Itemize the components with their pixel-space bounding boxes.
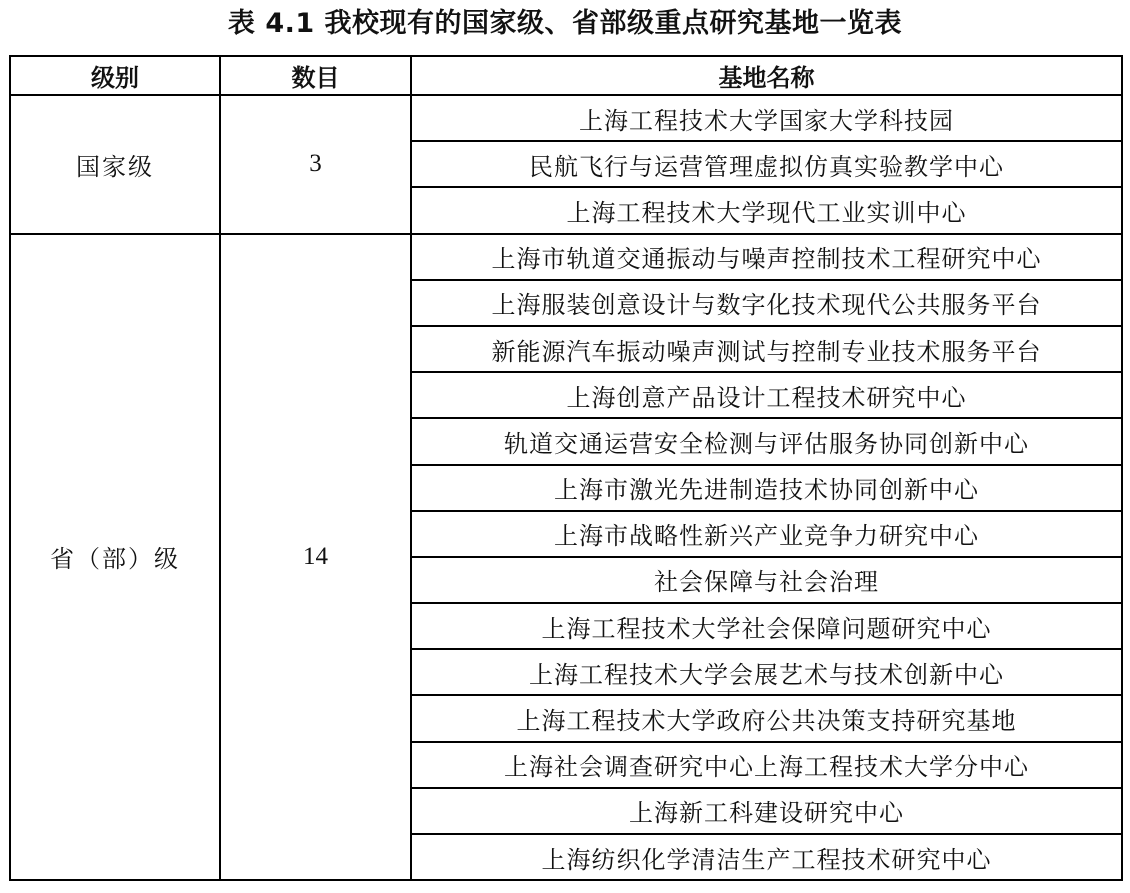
base-name-cell: 上海创意产品设计工程技术研究中心 [411, 372, 1122, 418]
level-cell-provincial: 省（部）级 [10, 234, 220, 881]
level-cell-national: 国家级 [10, 95, 220, 234]
header-row [10, 56, 1122, 95]
base-name-cell: 上海工程技术大学国家大学科技园 [411, 95, 1122, 141]
research-base-table [9, 55, 1123, 881]
base-name-cell: 上海社会调查研究中心上海工程技术大学分中心 [411, 742, 1122, 788]
base-name-cell: 新能源汽车振动噪声测试与控制专业技术服务平台 [411, 326, 1122, 372]
base-name-cell: 上海服装创意设计与数字化技术现代公共服务平台 [411, 280, 1122, 326]
base-name-cell: 上海市激光先进制造技术协同创新中心 [411, 465, 1122, 511]
table-row [10, 95, 1122, 141]
base-name-cell: 上海工程技术大学政府公共决策支持研究基地 [411, 695, 1122, 741]
table-caption: 表 4.1 我校现有的国家级、省部级重点研究基地一览表 [227, 8, 903, 39]
header-level: 级别 [10, 56, 220, 95]
base-name-cell: 民航飞行与运营管理虚拟仿真实验教学中心 [411, 141, 1122, 187]
table-row [10, 234, 1122, 280]
base-name-cell: 上海新工科建设研究中心 [411, 788, 1122, 834]
header-name: 基地名称 [411, 56, 1122, 95]
header-count: 数目 [220, 56, 411, 95]
base-name-cell: 上海纺织化学清洁生产工程技术研究中心 [411, 834, 1122, 880]
base-name-cell: 上海工程技术大学社会保障问题研究中心 [411, 603, 1122, 649]
base-name-cell: 上海市战略性新兴产业竞争力研究中心 [411, 511, 1122, 557]
base-name-cell: 上海工程技术大学会展艺术与技术创新中心 [411, 649, 1122, 695]
base-name-cell: 社会保障与社会治理 [411, 557, 1122, 603]
count-cell-national: 3 [220, 95, 411, 234]
base-name-cell: 上海市轨道交通振动与噪声控制技术工程研究中心 [411, 234, 1122, 280]
base-name-cell: 上海工程技术大学现代工业实训中心 [411, 187, 1122, 233]
count-cell-provincial: 14 [220, 234, 411, 881]
base-name-cell: 轨道交通运营安全检测与评估服务协同创新中心 [411, 418, 1122, 464]
